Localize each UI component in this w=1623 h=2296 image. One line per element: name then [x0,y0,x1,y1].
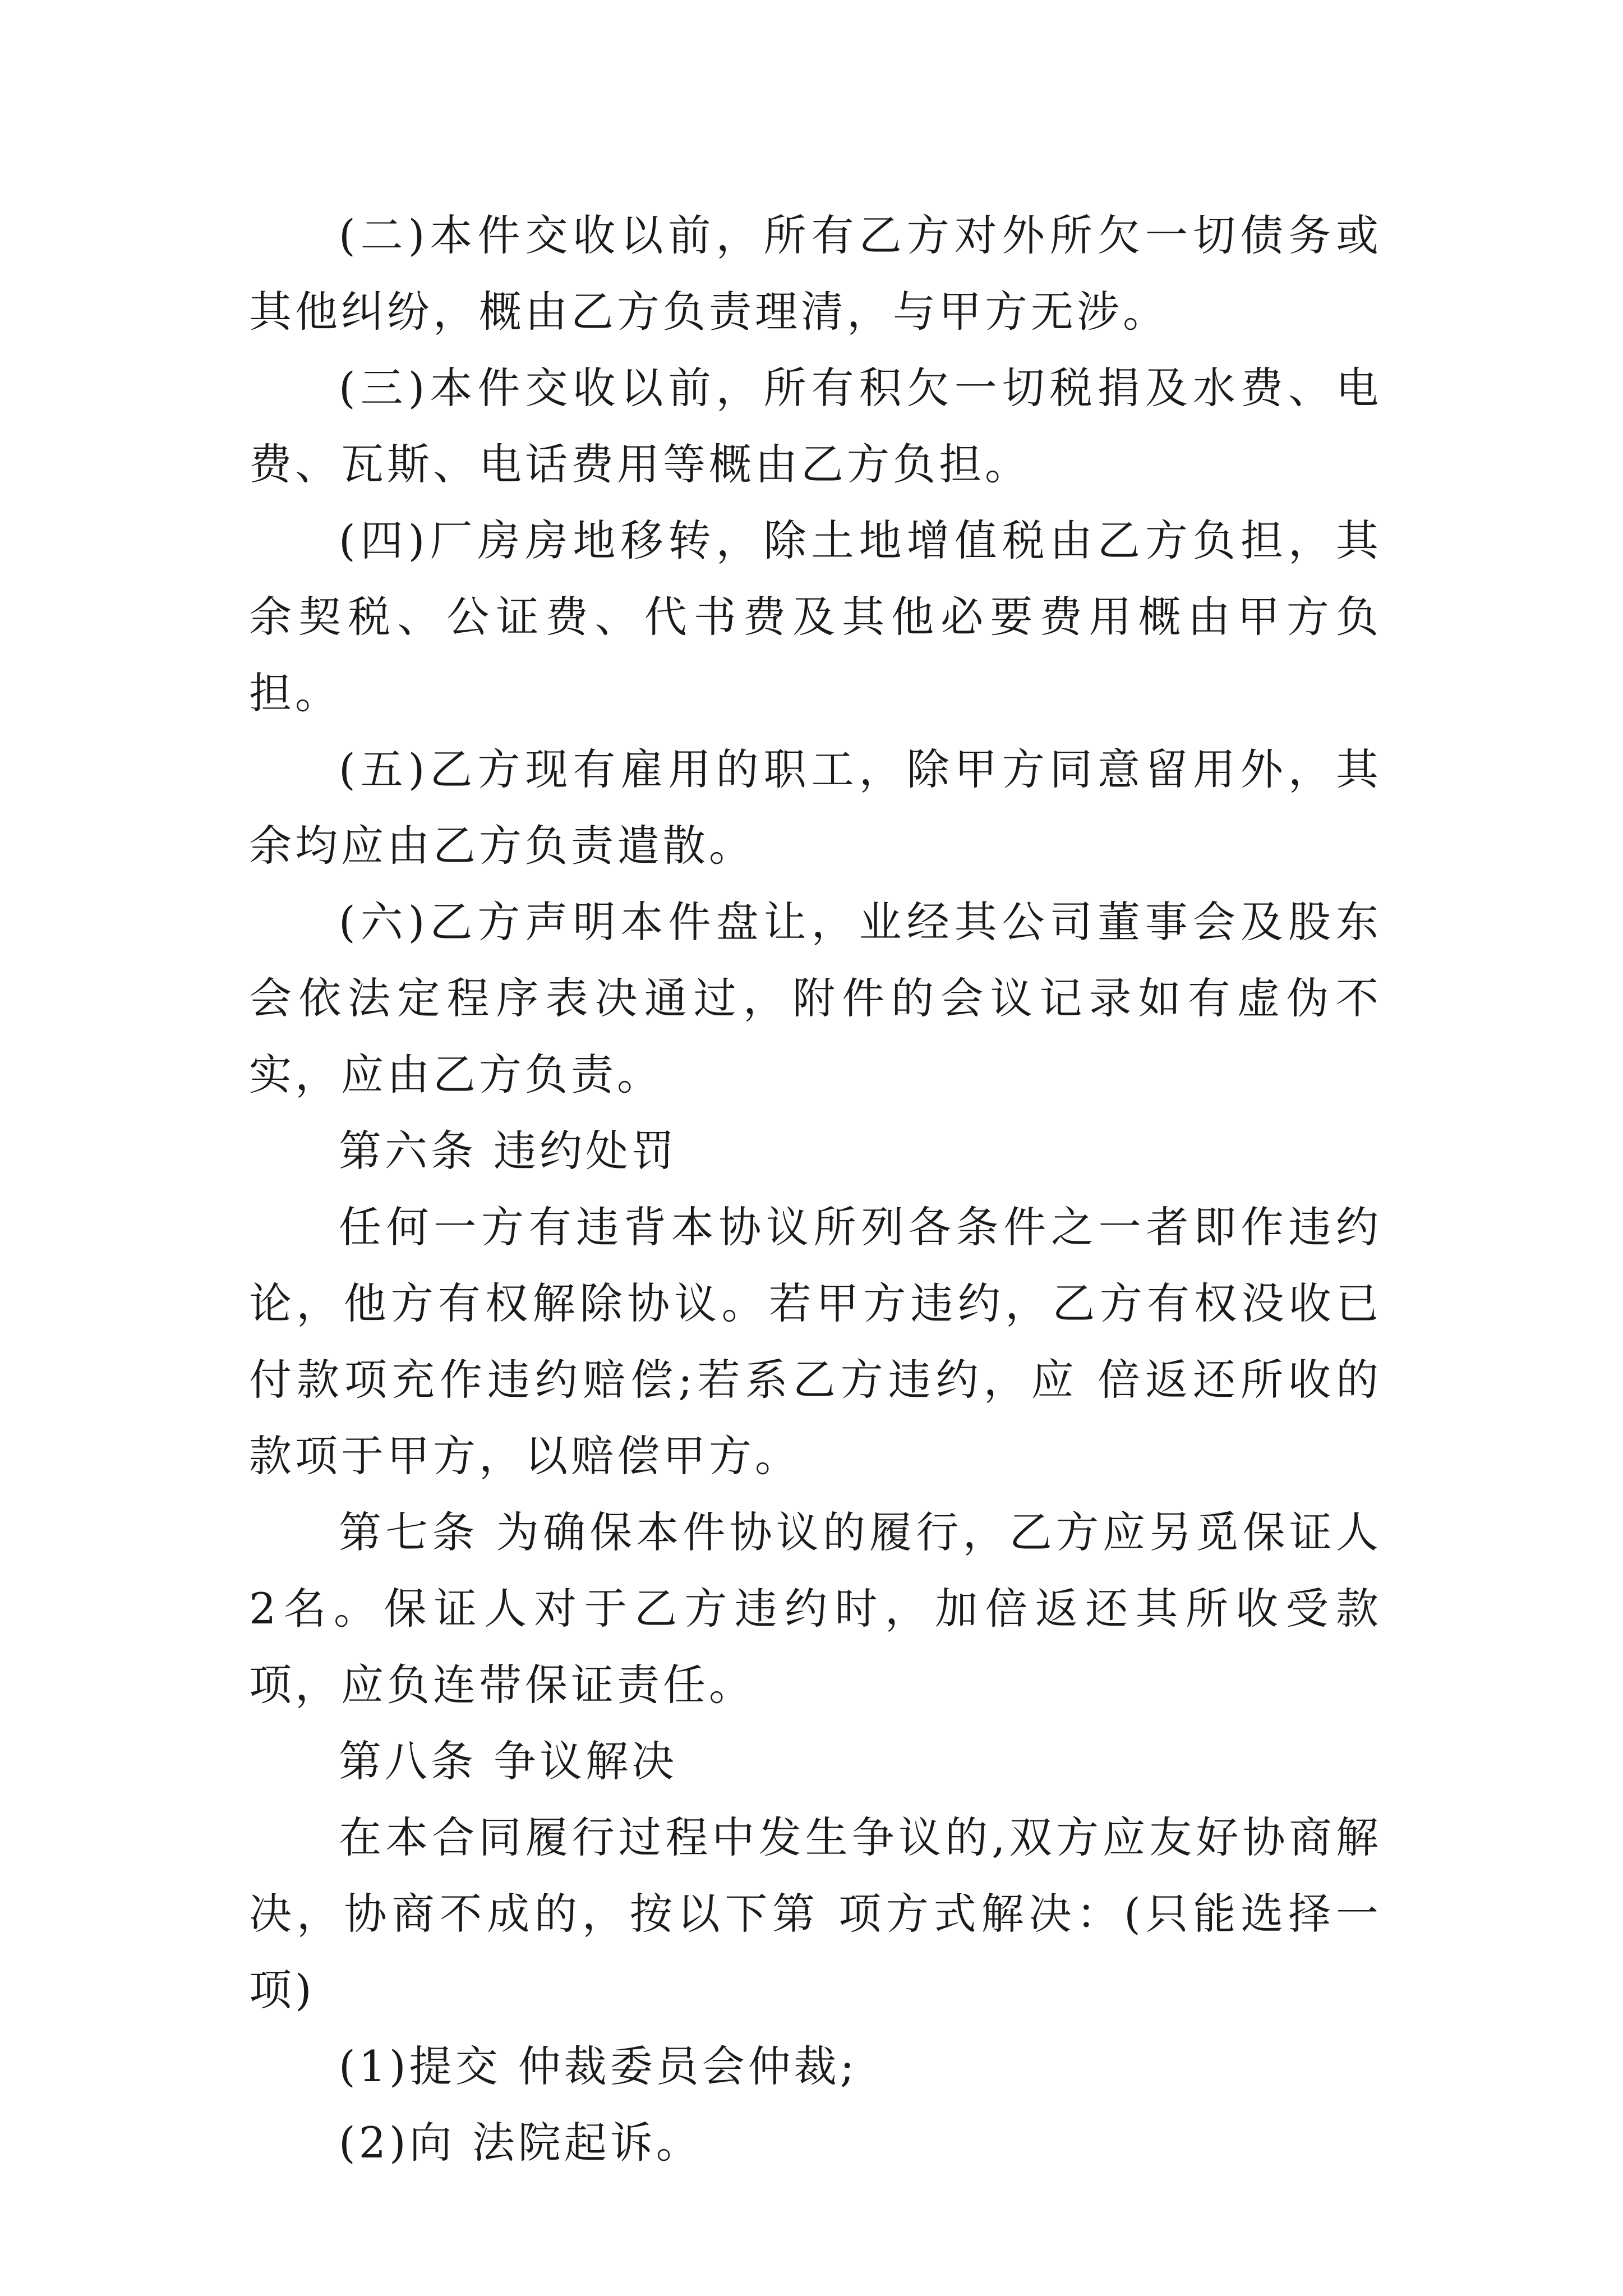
clause-5-employees: (五)乙方现有雇用的职工，除甲方同意留用外，其余均应由乙方负责遣散。 [249,744,1382,871]
dispute-option-arbitration: (1)提交 仲裁委员会仲裁; [339,2041,858,2091]
clause-3-taxes-fees: (三)本件交收以前，所有积欠一切税捐及水费、电费、瓦斯、电话费用等概由乙方负担。 [249,363,1382,489]
clause-6-board-approval: (六)乙方声明本件盘让，业经其公司董事会及股东会依法定程序表决通过，附件的会议记录如有虚伪不实，应由乙方负责。 [249,897,1382,1099]
article-7-guarantor: 第七条 为确保本件协议的履行，乙方应另觅保证人2名。保证人对于乙方违约时，加倍返还其所收受款项，应负连带保证责任。 [249,1507,1382,1710]
dispute-option-court: (2)向 法院起诉。 [339,2118,702,2168]
clause-4-transfer-costs: (四)厂房房地移转，除土地增值税由乙方负担，其余契税、公证费、代书费及其他必要费用概由甲方负担。 [249,516,1382,718]
contract-body [249,197,1382,2181]
article-6-heading: 第六条 违约处罚 [339,1126,678,1176]
article-8-heading: 第八条 争议解决 [339,1736,678,1786]
article-6-body: 任何一方有违背本协议所列各条件之一者即作违约论，他方有权解除协议。若甲方违约，乙方有权没收已付款项充作违约赔偿;若系乙方违约，应 倍返还所收的款项于甲方，以赔偿甲方。 [249,1202,1382,1481]
clause-2-debts: (二)本件交收以前，所有乙方对外所欠一切债务或其他纠纷，概由乙方负责理清，与甲方无涉。 [249,210,1382,337]
article-8-body: 在本合同履行过程中发生争议的,双方应友好协商解决，协商不成的，按以下第 项方式解决：(只能选择一项) [249,1812,1382,2015]
